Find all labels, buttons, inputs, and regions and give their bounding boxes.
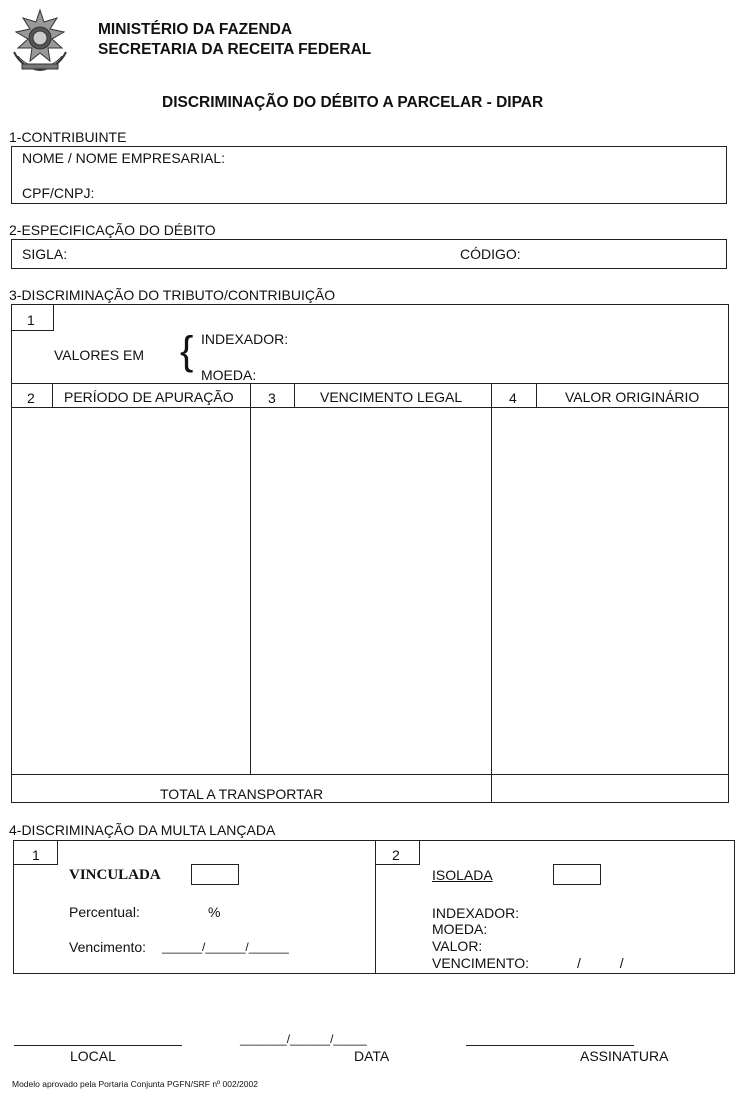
percentual-label[interactable]: Percentual: [69,904,140,920]
isolada-valor-label[interactable]: VALOR: [432,938,483,954]
footer-note: Modelo aprovado pela Portaria Conjunta PGFN/SRF nº 002/2002 [12,1079,258,1089]
section-4-heading: 4-DISCRIMINAÇÃO DA MULTA LANÇADA [9,822,276,838]
valores-em-label: VALORES EM [54,347,144,363]
col2-number: 2 [27,390,35,406]
brace-symbol: { [180,329,194,373]
codigo-field-label[interactable]: CÓDIGO: [460,246,521,262]
assinatura-signature-line [466,1045,634,1046]
local-signature-line [14,1045,182,1046]
column-header-top-line [11,383,729,384]
col3-num-divider [294,383,295,407]
total-row-line [11,774,729,775]
percent-sign: % [208,904,221,920]
col2-num-divider [52,383,53,407]
section-1-heading: 1-CONTRIBUINTE [9,129,127,145]
vinculada-checkbox[interactable] [191,864,239,885]
assinatura-label[interactable]: ASSINATURA [580,1048,669,1064]
multa-box-2-number: 2 [392,847,400,863]
indexador-field-label[interactable]: INDEXADOR: [201,331,289,347]
especificacao-box [11,239,727,269]
col3-number: 3 [268,390,276,406]
tributo-box [11,304,729,803]
multa-box-1-number: 1 [32,847,40,863]
isolada-indexador-label[interactable]: INDEXADOR: [432,905,520,921]
isolada-moeda-label[interactable]: MOEDA: [432,921,488,937]
col4-number: 4 [509,390,517,406]
isolada-vencimento-slashes: / / [577,955,624,971]
col4-num-divider [536,383,537,407]
secretariat-name: SECRETARIA DA RECEITA FEDERAL [98,41,372,58]
section-2-heading: 2-ESPECIFICAÇÃO DO DÉBITO [9,222,216,238]
isolada-vencimento-label[interactable]: VENCIMENTO: [432,955,529,971]
col3-divider [250,383,251,774]
total-a-transportar-label: TOTAL A TRANSPORTAR [160,786,324,802]
isolada-label: ISOLADA [432,867,493,883]
col4-divider [491,383,492,803]
col3-header: VENCIMENTO LEGAL [320,389,463,405]
coat-of-arms-emblem [8,8,72,74]
box-1-number: 1 [27,312,35,328]
vinculada-label: VINCULADA [69,867,161,883]
sigla-field-label[interactable]: SIGLA: [22,246,68,262]
local-label[interactable]: LOCAL [70,1048,116,1064]
moeda-field-label[interactable]: MOEDA: [201,367,257,383]
section-3-heading: 3-DISCRIMINAÇÃO DO TRIBUTO/CONTRIBUIÇÃO [9,287,336,303]
form-title: DISCRIMINAÇÃO DO DÉBITO A PARCELAR - DIPAR [162,94,544,111]
vencimento-label[interactable]: Vencimento: [69,939,147,955]
col2-header: PERÍODO DE APURAÇÃO [64,389,234,405]
date-blank[interactable]: _______/______/_____ [240,1032,367,1046]
vencimento-date-blank[interactable]: ______/______/______ [162,940,289,954]
data-label[interactable]: DATA [354,1048,390,1064]
col4-header: VALOR ORIGINÁRIO [565,389,700,405]
ministry-name: MINISTÉRIO DA FAZENDA [98,21,293,38]
isolada-checkbox[interactable] [553,864,601,885]
name-field-label[interactable]: NOME / NOME EMPRESARIAL: [22,150,226,166]
column-header-bottom-line [11,407,729,408]
cpf-cnpj-field-label[interactable]: CPF/CNPJ: [22,185,95,201]
